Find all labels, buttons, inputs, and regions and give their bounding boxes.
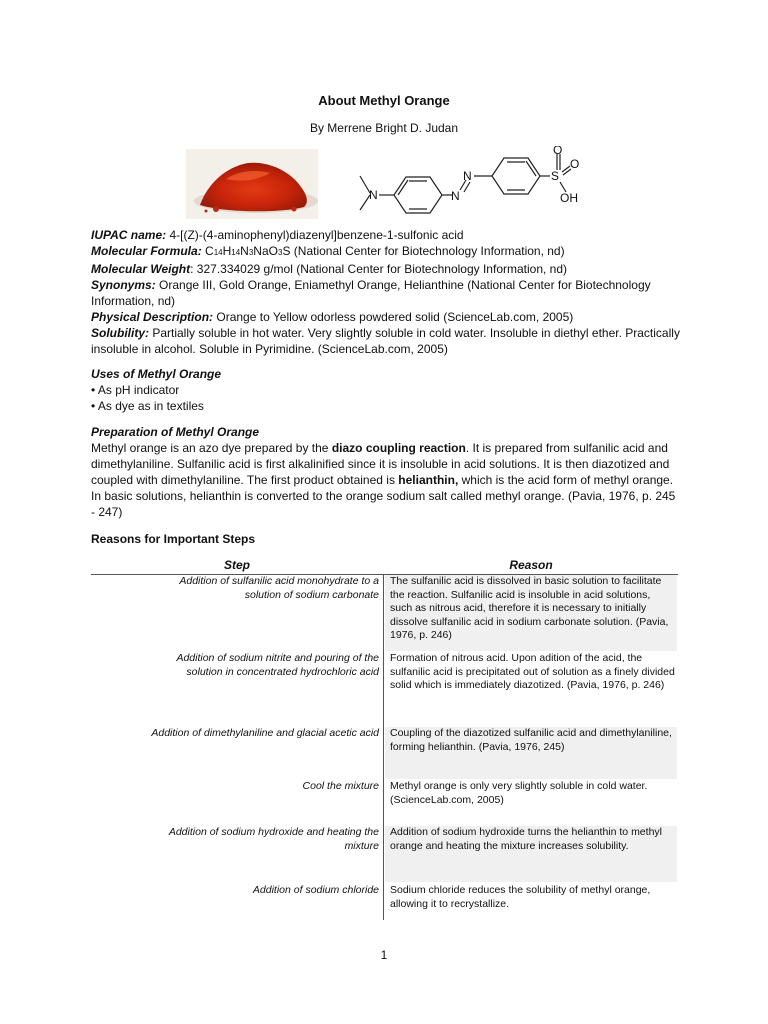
uses-section <box>91 366 681 414</box>
step-cell: Addition of sulfanilic acid monohydrate to a solution of sodium carbonate <box>179 575 379 601</box>
table-row <box>91 652 678 722</box>
document-author: By Merrene Bright D. Judan <box>309 121 459 135</box>
preparation-heading: Preparation of Methyl Orange <box>91 425 260 439</box>
compound-info <box>91 227 681 357</box>
step-cell: Addition of sodium hydroxide and heating the mixture <box>168 826 379 852</box>
step-cell: Addition of sodium chloride <box>252 884 379 896</box>
reason-cell: Coupling of the diazotized sulfanilic acid and dimethylaniline, forming helianthin. (Pavia, 1976, 245) <box>385 727 677 779</box>
synonyms-line <box>91 277 681 309</box>
synonyms-label: Synonyms: <box>91 278 156 292</box>
iupac-line <box>91 227 681 243</box>
synonyms-value: Orange III, Gold Orange, Eniamethyl Orange, Helianthine (National Center for Biotechnology Information, nd) <box>91 278 651 308</box>
step-cell: Cool the mixture <box>302 780 379 792</box>
preparation-paragraph: Methyl orange is an azo dye prepared by the diazo coupling reaction. It is prepared from sulfanilic acid and dimethylaniline. Sulfanilic acid is first alkalinified since it is insoluble in acid solutions. It is then diazotized and coupled with dimethylaniline. The first product obtained is helianthin, which is the acid form of methyl orange. In basic solutions, helianthin is converted to the orange sodium salt called methyl orange. (Pavia, 1976, p. 245 - 247) <box>91 441 676 519</box>
solubility-line <box>91 325 681 357</box>
weight-value: : 327.334029 g/mol (National Center for Biotechnology Information, nd) <box>190 262 568 276</box>
powder-image <box>186 149 318 219</box>
table-row <box>91 884 678 918</box>
column-header-step: Step <box>223 558 250 572</box>
table-row <box>91 727 678 779</box>
formula-label: Molecular Formula: <box>91 244 202 258</box>
methyl-orange-structure <box>352 146 592 226</box>
atom-o-top: O <box>553 146 563 157</box>
uses-item: • As dye as in textiles <box>91 399 204 413</box>
physical-value: Orange to Yellow odorless powdered solid (ScienceLab.com, 2005) <box>213 310 574 324</box>
uses-heading: Uses of Methyl Orange <box>91 367 222 381</box>
preparation-section <box>91 424 681 520</box>
reason-cell: Methyl orange is only very slightly soluble in cold water. (ScienceLab.com, 2005) <box>390 780 648 806</box>
weight-label: Molecular Weight <box>91 262 191 276</box>
reason-cell: Sodium chloride reduces the solubility of methyl orange, allowing it to recrystallize. <box>390 884 651 910</box>
table-row <box>91 780 678 824</box>
reason-cell: Formation of nitrous acid. Upon adition of the acid, the sulfanilic acid is precipitated out of solution as a finely divided solid which is immediately diazotized. (Pavia, 1976, p. 246) <box>390 652 675 691</box>
iupac-label: IUPAC name: <box>91 228 167 242</box>
step-cell: Addition of dimethylaniline and glacial acetic acid <box>151 727 379 739</box>
document-title: About Methyl Orange <box>318 93 450 108</box>
page-number: 1 <box>380 948 388 962</box>
physical-label: Physical Description: <box>91 310 214 324</box>
atom-oh: OH <box>560 191 578 205</box>
column-header-reason: Reason <box>509 558 553 572</box>
physical-line <box>91 309 681 325</box>
atom-o-right: O <box>570 157 580 171</box>
reasons-heading: Reasons for Important Steps <box>91 532 256 546</box>
formula-line: Molecular Formula: C14H14N3NaO3S (National Center for Biotechnology Information, nd) <box>91 244 565 258</box>
atom-n-azo-1: N <box>451 189 460 203</box>
uses-item: • As pH indicator <box>91 383 180 397</box>
step-cell: Addition of sodium nitrite and pouring of the solution in concentrated hydrochloric acid <box>176 652 379 678</box>
table-row <box>91 575 678 651</box>
methyl-orange-powder-photo <box>186 149 318 219</box>
weight-line <box>91 261 681 277</box>
table-row <box>91 826 678 882</box>
reason-cell: Addition of sodium hydroxide turns the helianthin to methyl orange and heating the mixture increases solubility. <box>385 826 677 882</box>
atom-n-azo-2: N <box>463 169 472 183</box>
atom-s: S <box>551 169 560 183</box>
formula-source: (National Center for Biotechnology Information, nd) <box>290 244 565 258</box>
iupac-value: 4-[(Z)-(4-aminophenyl)diazenyl]benzene-1-sulfonic acid <box>166 228 464 242</box>
reason-cell: The sulfanilic acid is dissolved in basic solution to facilitate the reaction. Sulfanilic acid is insoluble in acid solutions, such as nitrous acid, therefore it is necessary to initially dissolve sulfanilic acid in sodium carbonate solution. (Pavia, 1976, p. 246) <box>385 575 677 651</box>
solubility-label: Solubility: <box>91 326 149 340</box>
solubility-value: Partially soluble in hot water. Very slightly soluble in cold water. Insoluble in diethyl ether. Practically insoluble in alcohol. Soluble in Pyrimidine. (ScienceLab.com, 2005) <box>91 326 680 356</box>
atom-n-amine: N <box>369 188 378 202</box>
